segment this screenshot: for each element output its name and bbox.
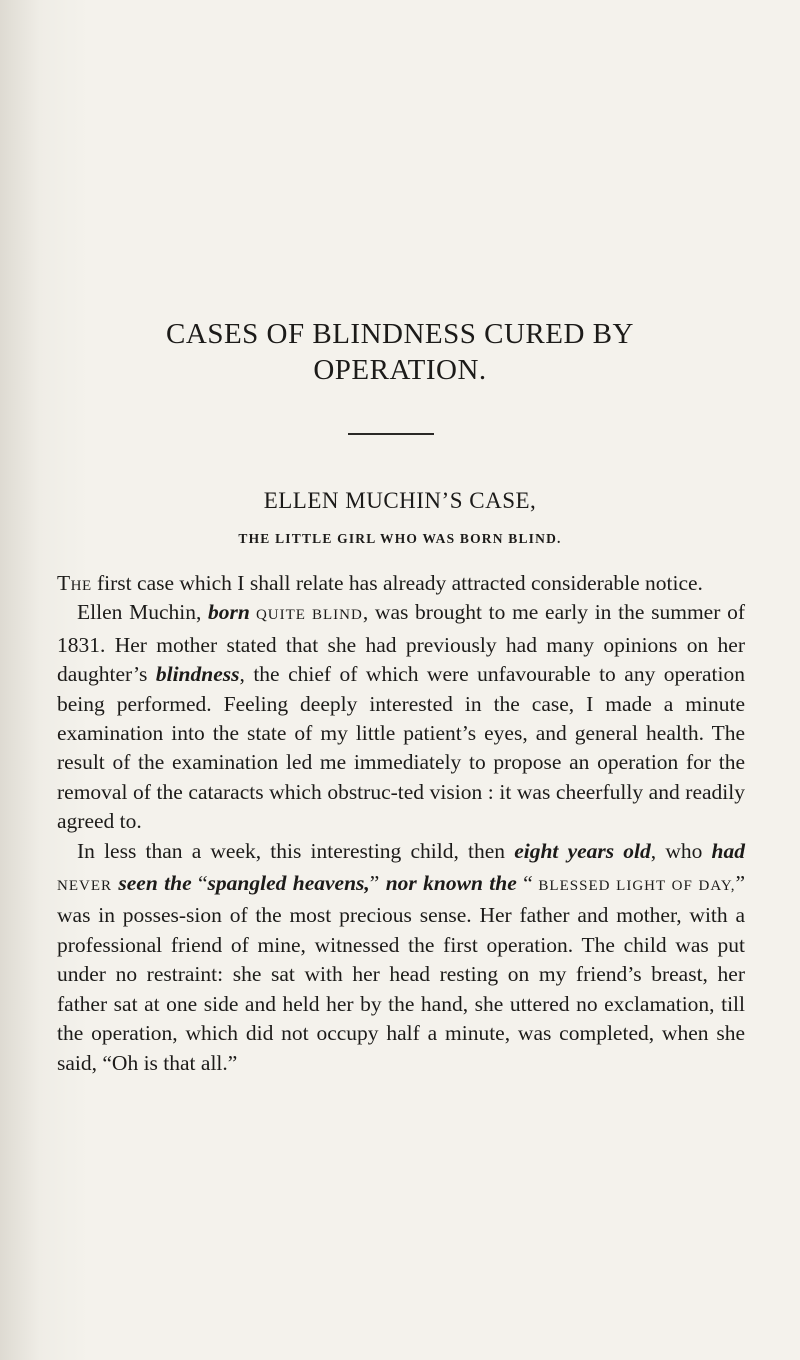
title-divider <box>348 433 434 435</box>
p3-never: NEVER <box>57 878 112 895</box>
case-subtitle: THE LITTLE GIRL WHO WAS BORN BLIND. <box>238 531 562 546</box>
p3-text-2: , who <box>650 838 712 863</box>
chapter-title-line-2: OPERATION. <box>313 354 487 386</box>
p3-quote-close-1: ” <box>369 871 386 896</box>
paragraph-1-text: first case which I shall relate has already attracted considerable notice. <box>91 571 703 595</box>
p3-quote-open-1: “ <box>191 871 208 896</box>
case-body <box>57 569 745 1078</box>
p2-blindness: blindness <box>155 662 240 687</box>
p3-text-rest: ” was in posses-sion of the most precious sense. Her father and mother, with a professional friend of mine, witnessed the first operation. The child was put under no restraint: she sat with her head resting on my friend’s breast, her father sat at one side and held her by the hand, she uttered no exclamation, till the operation, which did not occupy half a minute, was completed, when she said, “Oh is that all.” <box>57 871 746 1075</box>
p3-nor-known: nor known the <box>385 871 517 896</box>
p3-text-1: In less than a week, this interesting child, then <box>77 838 515 863</box>
p3-had: had <box>711 838 746 863</box>
chapter-title-line-1: CASES OF BLINDNESS CURED BY <box>166 318 634 350</box>
p2-quite-blind: QUITE BLIND <box>249 607 363 624</box>
drop-word: The <box>57 571 92 595</box>
paragraph-2 <box>57 598 745 836</box>
p3-eight-years-old: eight years old <box>514 838 651 863</box>
p2-text-3: , the chief of which were unfavourable to any operation being performed. Feeling deeply interested in the case, I made a minute examination into the state of my little patient’s eyes, and general health. The result of the examination led me immediately to propose an operation for the removal of the cataracts which obstruc-ted vision : it was cheerfully and readily agreed to. <box>57 662 746 834</box>
paragraph-3 <box>57 837 745 1078</box>
p3-blessed-light: BLESSED LIGHT OF DAY, <box>532 878 736 895</box>
p2-born: born <box>208 600 250 625</box>
p3-seen-the: seen the <box>112 871 192 896</box>
p2-text-1: Ellen Muchin, <box>77 600 209 625</box>
p2-text-2: , was brought to me early in the summer of 1831. Her mother stated that she had previously had many opinions on her daughter’s <box>57 600 745 687</box>
p3-quote-open-2: “ <box>516 871 533 896</box>
p3-spangled-heavens: spangled heavens, <box>207 871 370 896</box>
case-title: ELLEN MUCHIN’S CASE, <box>263 488 537 513</box>
paragraph-1 <box>57 569 745 598</box>
